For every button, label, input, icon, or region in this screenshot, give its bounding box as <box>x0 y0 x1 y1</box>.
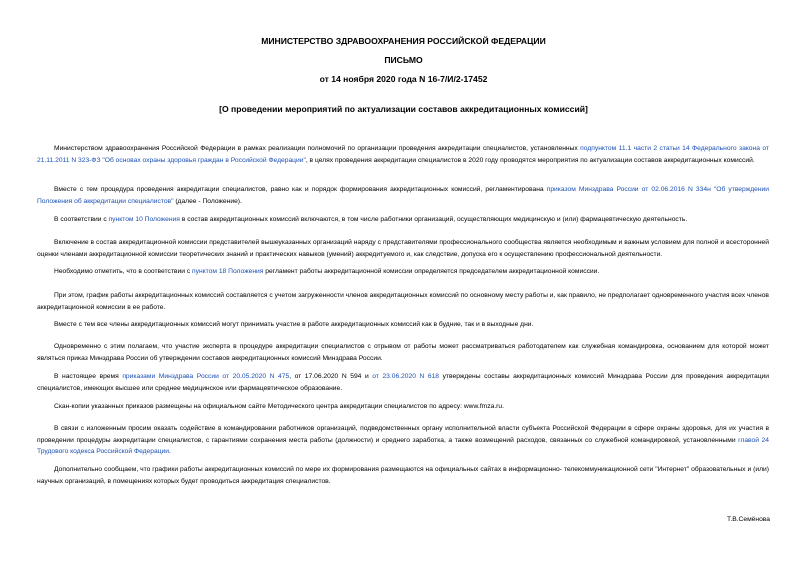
clause-10-link[interactable]: пунктом 10 Положения <box>108 216 180 223</box>
paragraph-text: . <box>169 448 171 456</box>
paragraph-9 <box>37 371 769 394</box>
order-618-link[interactable]: от 23.06.2020 N 618 <box>372 373 440 380</box>
paragraph-4: Включение в состав аккредитационной комиссии представителей вышеуказанных организаций наряду с представителями профессионального сообщества является необходимым и важным условием для полной и всесторонней оценки членами аккредитационной комиссии теоретических знаний и практических навыков (умений) аккредитуемого и, как следствие, допуска его к осуществлению профессиональной деятельности. <box>37 239 769 258</box>
order-334n-link[interactable]: приказом Минздрава России от 02.06.2016 N 334н "Об утверждении Положения об аккредитации специалистов" <box>37 186 769 205</box>
paragraph-text: В связи с изложенным просим оказать содействие в командировании работников организаций, подведомственных органу исполнительной власти субъекта Российской Федерации в сфере охраны здоровья, для их участия в проведении процедуры аккредитации специалистов, с гарантиями сохранения места работы (должности) и среднего заработка, а также возмещений расходов, связанных со служебной командировкой, установленными <box>37 425 769 444</box>
paragraph-12: Дополнительно сообщаем, что графики работы аккредитационных комиссий по мере их формирования размещаются на официальных сайтах в информационно- телекоммуникационной сети "Интернет" образовательных и (или) научных организаций, в помещениях которых будет проводиться аккредитация специалистов. <box>37 466 769 485</box>
law-link[interactable]: подпунктом 11.1 части 2 статьи 14 Федерального закона от 21.11.2011 N 323-ФЗ "Об основах охраны здоровья граждан в Российской Федерации" <box>37 145 769 164</box>
paragraph-1 <box>37 143 769 166</box>
paragraph-11 <box>37 423 769 458</box>
paragraph-6: При этом, график работы аккредитационных комиссий составляется с учетом загруженности членов аккредитационных комиссий по основному месту работы и, как правило, не предполагает одновременного участия всех членов аккредитационной комиссии в ее работе. <box>37 292 769 311</box>
paragraph-text: Вместе с тем процедура проведения аккредитации специалистов, равно как и порядок формирования аккредитационных комиссий, регламентирована <box>54 186 547 193</box>
paragraph-text: в состав аккредитационных комиссий включаются, в том числе работники организаций, осуществляющих медицинскую и (или) фармацевтическую деятельность. <box>179 216 688 223</box>
paragraph-text: , в целях проведения аккредитации специалистов в 2020 году проводятся мероприятия по актуализации составов аккредитационных комиссий. <box>305 156 755 164</box>
paragraph-text: В настоящее время <box>54 373 123 380</box>
paragraph-3 <box>37 214 769 226</box>
paragraph-text: , от 17.06.2020 N 594 и <box>289 373 373 380</box>
ministry-title: МИНИСТЕРСТВО ЗДРАВООХРАНЕНИЯ РОССИЙСКОЙ ФЕДЕРАЦИИ <box>261 36 546 46</box>
order-475-link[interactable]: приказами Минздрава России от 20.05.2020 N 475 <box>122 373 290 380</box>
paragraph-text: регламент работы аккредитационной комиссии определяется председателем аккредитационной комиссии. <box>263 268 600 275</box>
paragraph-text: утверждены составы аккредитационных комиссий Минздрава России для проведения аккредитации специалистов, имеющих высшее или среднее медицинское или фармацевтическое образование. <box>37 373 769 392</box>
paragraph-7: Вместе с тем все члены аккредитационных комиссий могут принимать участие в работе аккредитационных комиссий как в будние, так и в выходные дни. <box>54 321 534 328</box>
paragraph-text: Необходимо отметить, что в соответствии с <box>54 268 193 275</box>
paragraph-10: Скан-копии указанных приказов размещены на официальном сайте Методического центра аккредитации специалистов по адресу: www.fmza.ru. <box>54 403 504 410</box>
clause-18-link[interactable]: пунктом 18 Положения <box>192 268 264 275</box>
document-subject: [О проведении мероприятий по актуализации составов аккредитационных комиссий] <box>219 104 588 114</box>
document-type: ПИСЬМО <box>384 55 423 65</box>
document-date-number: от 14 ноября 2020 года N 16-7/И/2-17452 <box>319 74 488 84</box>
paragraph-2 <box>37 184 769 207</box>
signature: Т.В.Семёнова <box>727 516 770 523</box>
paragraph-text: В соответствии с <box>54 216 109 223</box>
paragraph-text: (далее - Положение). <box>173 197 242 205</box>
paragraph-8: Одновременно с этим полагаем, что участие эксперта в процедуре аккредитации специалистов с отрывом от работы может рассматриваться работодателем как служебная командировка, основанием для которой может являться приказ Минздрава России об утверждении составов аккредитационных комиссий Минздрава России. <box>37 343 769 362</box>
labor-code-link[interactable]: главой 24 Трудового кодекса Российской Федерации <box>37 436 769 456</box>
paragraph-text: Министерством здравоохранения Российской Федерации в рамках реализации полномочий по организации проведения аккредитации специалистов, установленных <box>54 145 581 152</box>
paragraph-5 <box>37 266 769 278</box>
